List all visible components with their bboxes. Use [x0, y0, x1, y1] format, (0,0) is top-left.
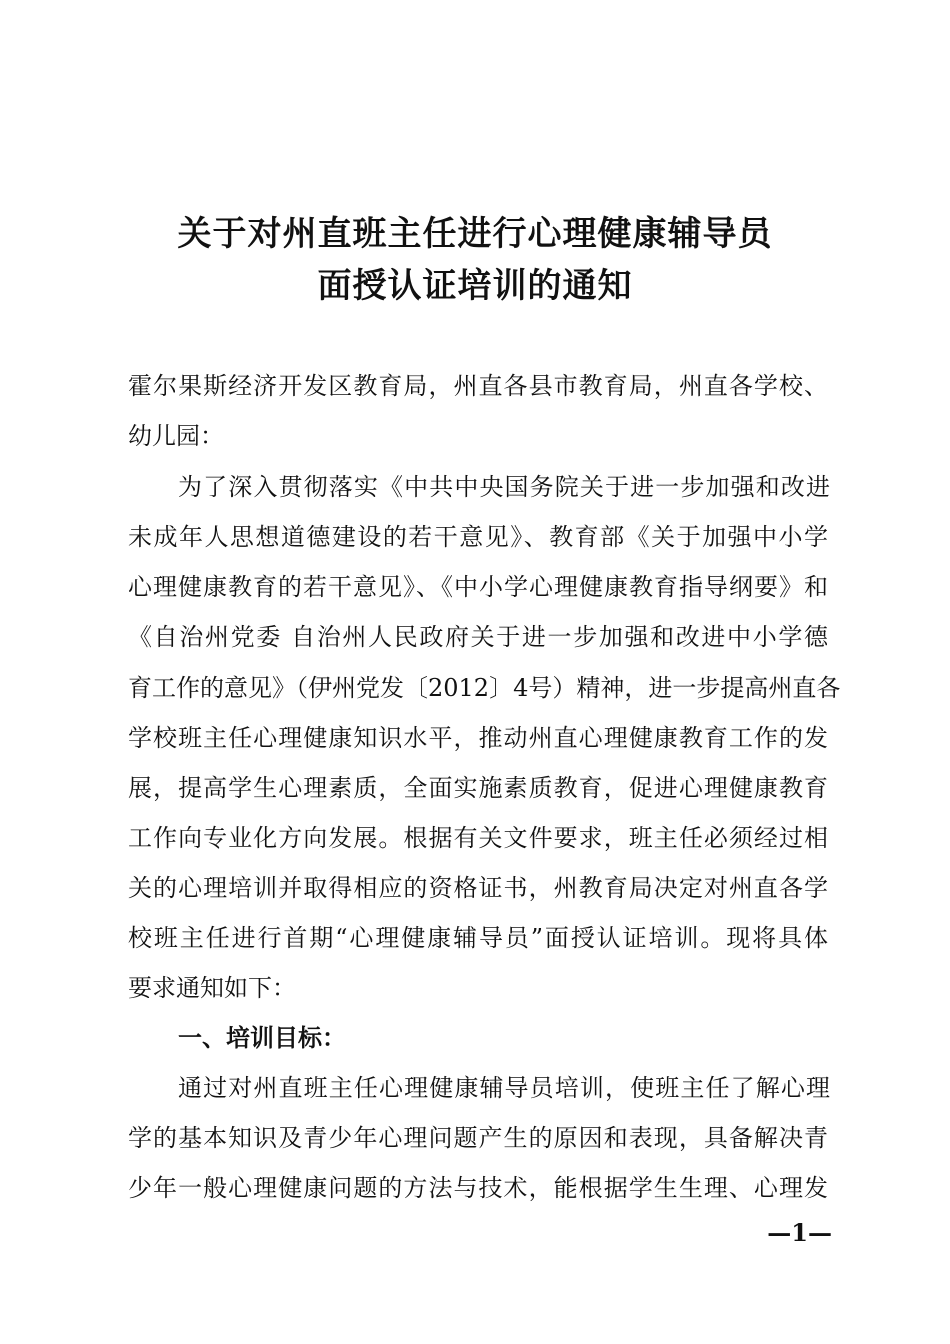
salutation-line-2: 幼儿园： [128, 422, 224, 450]
title-line-2: 面授认证培训的通知 [317, 266, 633, 306]
section-line: 通过对州直班主任心理健康辅导员培训，使班主任了解心理 [178, 1074, 830, 1102]
section-heading: 一、培训目标： [178, 1024, 346, 1052]
title-line-1: 关于对州直班主任进行心理健康辅导员 [177, 214, 773, 254]
salutation-line-1: 霍尔果斯经济开发区教育局，州直各县市教育局，州直各学校、 [128, 372, 828, 400]
body-line: 展，提高学生心理素质，全面实施素质教育，促进心理健康教育 [128, 774, 828, 802]
section-line: 少年一般心理健康问题的方法与技术，能根据学生生理、心理发 [128, 1174, 828, 1202]
body-line: 校班主任进行首期“心理健康辅导员”面授认证培训。现将具体 [128, 924, 828, 952]
body-line: 未成年人思想道德建设的若干意见》、教育部《关于加强中小学 [128, 523, 828, 551]
body-line: 心理健康教育的若干意见》、《中小学心理健康教育指导纲要》和 [128, 573, 828, 601]
body-line: 关的心理培训并取得相应的资格证书，州教育局决定对州直各学 [128, 874, 828, 902]
body-line: 育工作的意见》（伊州党发〔2012〕4号）精神，进一步提高州直各 [128, 674, 841, 702]
body-line: 《自治州党委 自治州人民政府关于进一步加强和改进中小学德 [128, 623, 828, 651]
body-line: 工作向专业化方向发展。根据有关文件要求，班主任必须经过相 [128, 824, 828, 852]
body-line: 为了深入贯彻落实《中共中央国务院关于进一步加强和改进 [178, 473, 830, 501]
body-line: 学校班主任心理健康知识水平，推动州直心理健康教育工作的发 [128, 724, 828, 752]
body-line: 要求通知如下： [128, 974, 296, 1002]
section-line: 学的基本知识及青少年心理问题产生的原因和表现，具备解决青 [128, 1124, 828, 1152]
page-number: —1— [767, 1218, 832, 1247]
